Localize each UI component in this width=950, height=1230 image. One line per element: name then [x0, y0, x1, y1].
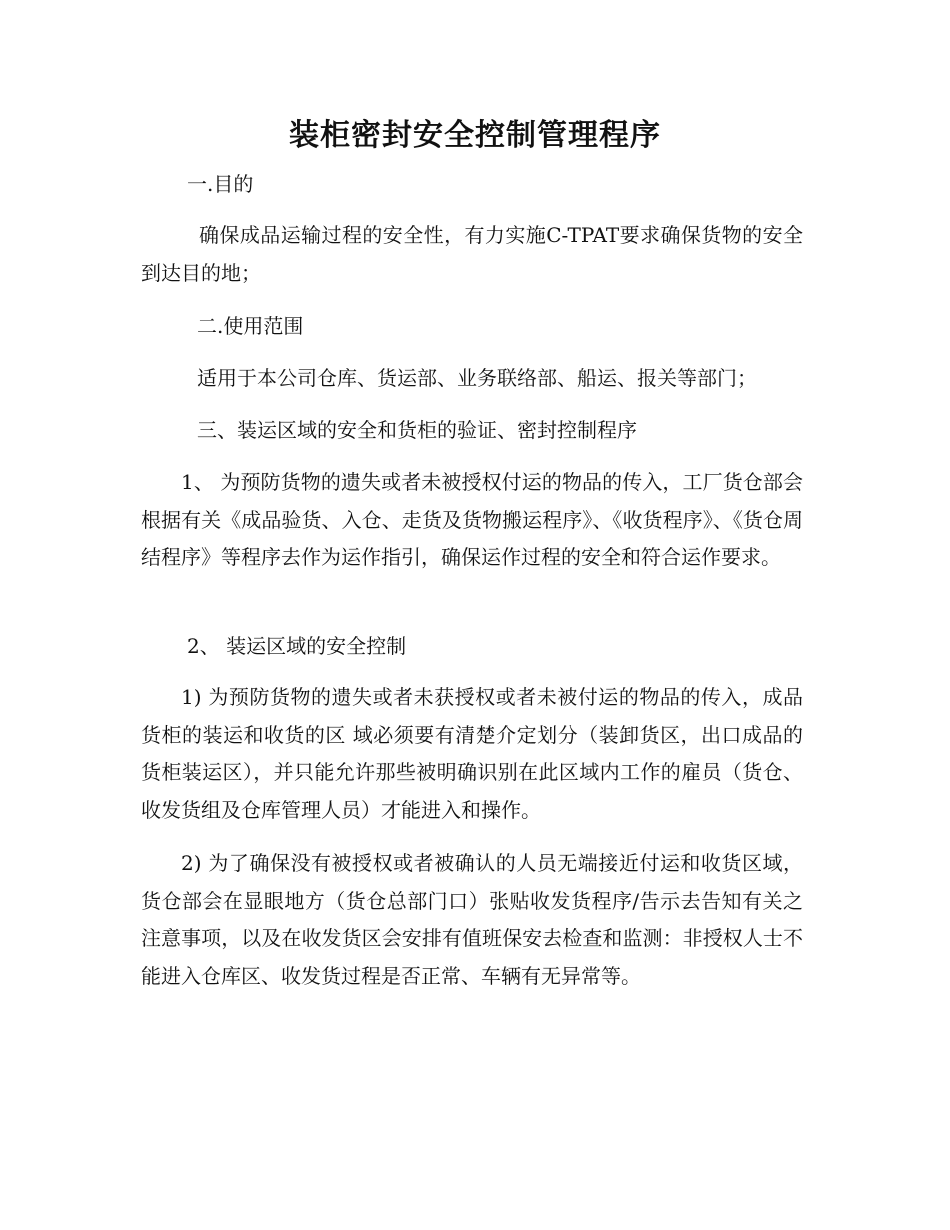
section-purpose-text: 确保成品运输过程的安全性，有力实施C-TPAT要求确保货物的安全到达目的地；: [141, 223, 803, 285]
document-title: 装柜密封安全控制管理程序: [289, 118, 661, 153]
procedure-item-2-2: 2) 为了确保没有被授权或者被确认的人员无端接近付运和收货区域，货仓部会在显眼地方（货仓总部门口）张贴收发货程序/告示去告知有关之注意事项，以及在收发货区会安排有值班保安去检查和监测：非授权人士不能进入仓库区、收发货过程是否正常、车辆有无异常等。: [141, 851, 803, 988]
section-purpose-heading: 一.目的: [187, 172, 254, 196]
section-procedure-heading: 三、装运区域的安全和货柜的验证、密封控制程序: [197, 418, 637, 442]
section-scope-text: 适用于本公司仓库、货运部、业务联络部、船运、报关等部门；: [197, 366, 757, 390]
procedure-item-1: 1、 为预防货物的遗失或者未被授权付运的物品的传入，工厂货仓部会根据有关《成品验货、入仓、走货及货物搬运程序》、《收货程序》、《货仓周结程序》等程序去作为运作指引，确保运作过程的安全和符合运作要求。: [141, 470, 803, 569]
procedure-item-2-heading: 2、 装运区域的安全控制: [187, 634, 407, 658]
procedure-item-2-1: 1) 为预防货物的遗失或者未获授权或者未被付运的物品的传入，成品货柜的装运和收货的区 域必须要有清楚介定划分（装卸货区，出口成品的货柜装运区），并只能允许那些被明确识别在此区域内工作的雇员（货仓、收发货组及仓库管理人员）才能进入和操作。: [141, 685, 803, 822]
section-scope-heading: 二.使用范围: [197, 314, 304, 338]
